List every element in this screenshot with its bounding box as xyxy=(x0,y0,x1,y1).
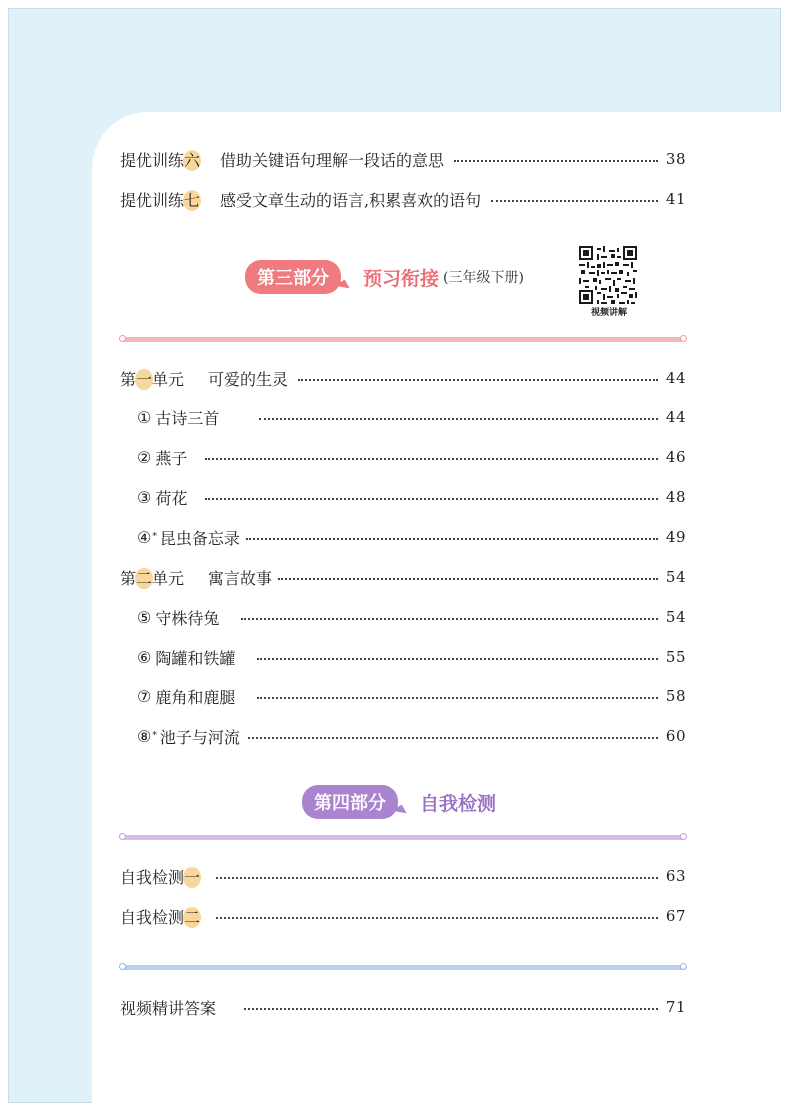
entry-title: 视频精讲答案 xyxy=(120,998,217,1018)
toc-self-test-1[interactable] xyxy=(120,864,686,888)
highlight-char: 二 xyxy=(184,905,200,928)
toc-lesson-4[interactable] xyxy=(137,525,686,549)
leader-dots xyxy=(257,658,658,660)
part3-label: 第三部分 xyxy=(245,260,341,294)
part4-header xyxy=(302,785,496,819)
page-number: 54 xyxy=(665,608,686,626)
page-number: 63 xyxy=(665,867,686,885)
entry-title: 昆虫备忘录 xyxy=(159,528,240,548)
toc-lesson-2[interactable] xyxy=(137,445,686,469)
toc-lesson-3[interactable] xyxy=(137,485,686,509)
highlight-char: 六 xyxy=(184,148,200,171)
part3-title: 预习衔接 xyxy=(363,267,440,290)
page-number: 44 xyxy=(665,369,686,387)
toc-lesson-8[interactable] xyxy=(137,724,686,748)
lesson-number: ① xyxy=(137,407,152,427)
lesson-number: ⑧ xyxy=(137,726,152,746)
entry-title: 陶罐和铁罐 xyxy=(155,648,236,668)
page-number: 60 xyxy=(665,727,686,745)
page-number: 67 xyxy=(665,907,686,925)
entry-lead: 提优训练六 xyxy=(120,148,200,171)
entry-title: 可爱的生灵 xyxy=(208,369,289,389)
toc-unit-2[interactable] xyxy=(120,565,686,589)
part3-header xyxy=(245,260,524,294)
entry-title: 荷花 xyxy=(155,488,188,508)
leader-dots xyxy=(205,458,658,460)
lesson-number: ⑦ xyxy=(137,686,152,706)
highlight-char: 一 xyxy=(136,367,152,390)
leader-dots xyxy=(257,697,658,699)
leader-dots xyxy=(259,418,658,420)
leader-dots xyxy=(241,618,658,620)
entry-title: 池子与河流 xyxy=(159,727,240,747)
page-number: 38 xyxy=(665,150,686,168)
entry-title: 借助关键语句理解一段话的意思 xyxy=(220,150,445,170)
lesson-number: ③ xyxy=(137,487,152,507)
leader-dots xyxy=(248,737,658,739)
entry-lead: 提优训练七 xyxy=(120,188,200,211)
leader-dots xyxy=(278,578,658,580)
leader-dots xyxy=(298,379,658,381)
toc-self-test-2[interactable] xyxy=(120,904,686,928)
page-number: 41 xyxy=(665,190,686,208)
entry-title: 古诗三首 xyxy=(155,408,220,428)
elective-mark: * xyxy=(152,731,157,741)
highlight-char: 一 xyxy=(184,865,200,888)
page-number: 55 xyxy=(665,648,686,666)
lesson-number: ② xyxy=(137,447,152,467)
page-number: 44 xyxy=(665,408,686,426)
divider-lilac xyxy=(122,835,684,840)
lesson-number: ⑥ xyxy=(137,647,152,667)
leader-dots xyxy=(216,917,658,919)
toc-lesson-5[interactable] xyxy=(137,605,686,629)
divider-blue xyxy=(122,965,684,970)
entry-lead: 自我检测二 xyxy=(120,905,200,928)
leader-dots xyxy=(205,498,658,500)
entry-title: 燕子 xyxy=(155,448,188,468)
entry-title: 守株待兔 xyxy=(155,608,220,628)
lesson-number: ⑤ xyxy=(137,607,152,627)
highlight-char: 二 xyxy=(136,566,152,589)
leader-dots xyxy=(491,200,658,202)
leader-dots xyxy=(246,538,658,540)
leader-dots xyxy=(454,160,658,162)
toc-lesson-7[interactable] xyxy=(137,684,686,708)
entry-lead: 自我检测一 xyxy=(120,865,200,888)
part4-title: 自我检测 xyxy=(420,792,497,815)
page-number: 48 xyxy=(665,488,686,506)
divider-pink xyxy=(122,337,684,342)
toc-unit-1[interactable] xyxy=(120,366,686,390)
entry-title: 鹿角和鹿腿 xyxy=(155,687,236,707)
page-number: 58 xyxy=(665,687,686,705)
entry-title: 寓言故事 xyxy=(208,568,273,588)
leader-dots xyxy=(244,1008,658,1010)
page-number: 54 xyxy=(665,568,686,586)
toc-entry-training-6[interactable] xyxy=(120,147,686,171)
leader-dots xyxy=(216,877,658,879)
page-number: 71 xyxy=(665,998,686,1016)
page-number: 46 xyxy=(665,448,686,466)
qr-code-icon[interactable] xyxy=(579,246,637,304)
qr-label: 视频讲解 xyxy=(590,308,627,318)
toc-lesson-6[interactable] xyxy=(137,645,686,669)
page-number: 49 xyxy=(665,528,686,546)
part3-note: (三年级下册) xyxy=(443,270,524,286)
entry-lead: 第一单元 xyxy=(120,367,184,390)
entry-lead: 第二单元 xyxy=(120,566,184,589)
toc-lesson-1[interactable] xyxy=(137,405,686,429)
toc-answers[interactable] xyxy=(120,995,686,1019)
elective-mark: * xyxy=(152,532,157,542)
entry-title: 感受文章生动的语言,积累喜欢的语句 xyxy=(220,190,482,210)
lesson-number: ④ xyxy=(137,527,152,547)
part4-label: 第四部分 xyxy=(302,785,398,819)
toc-entry-training-7[interactable] xyxy=(120,187,686,211)
highlight-char: 七 xyxy=(184,188,200,211)
